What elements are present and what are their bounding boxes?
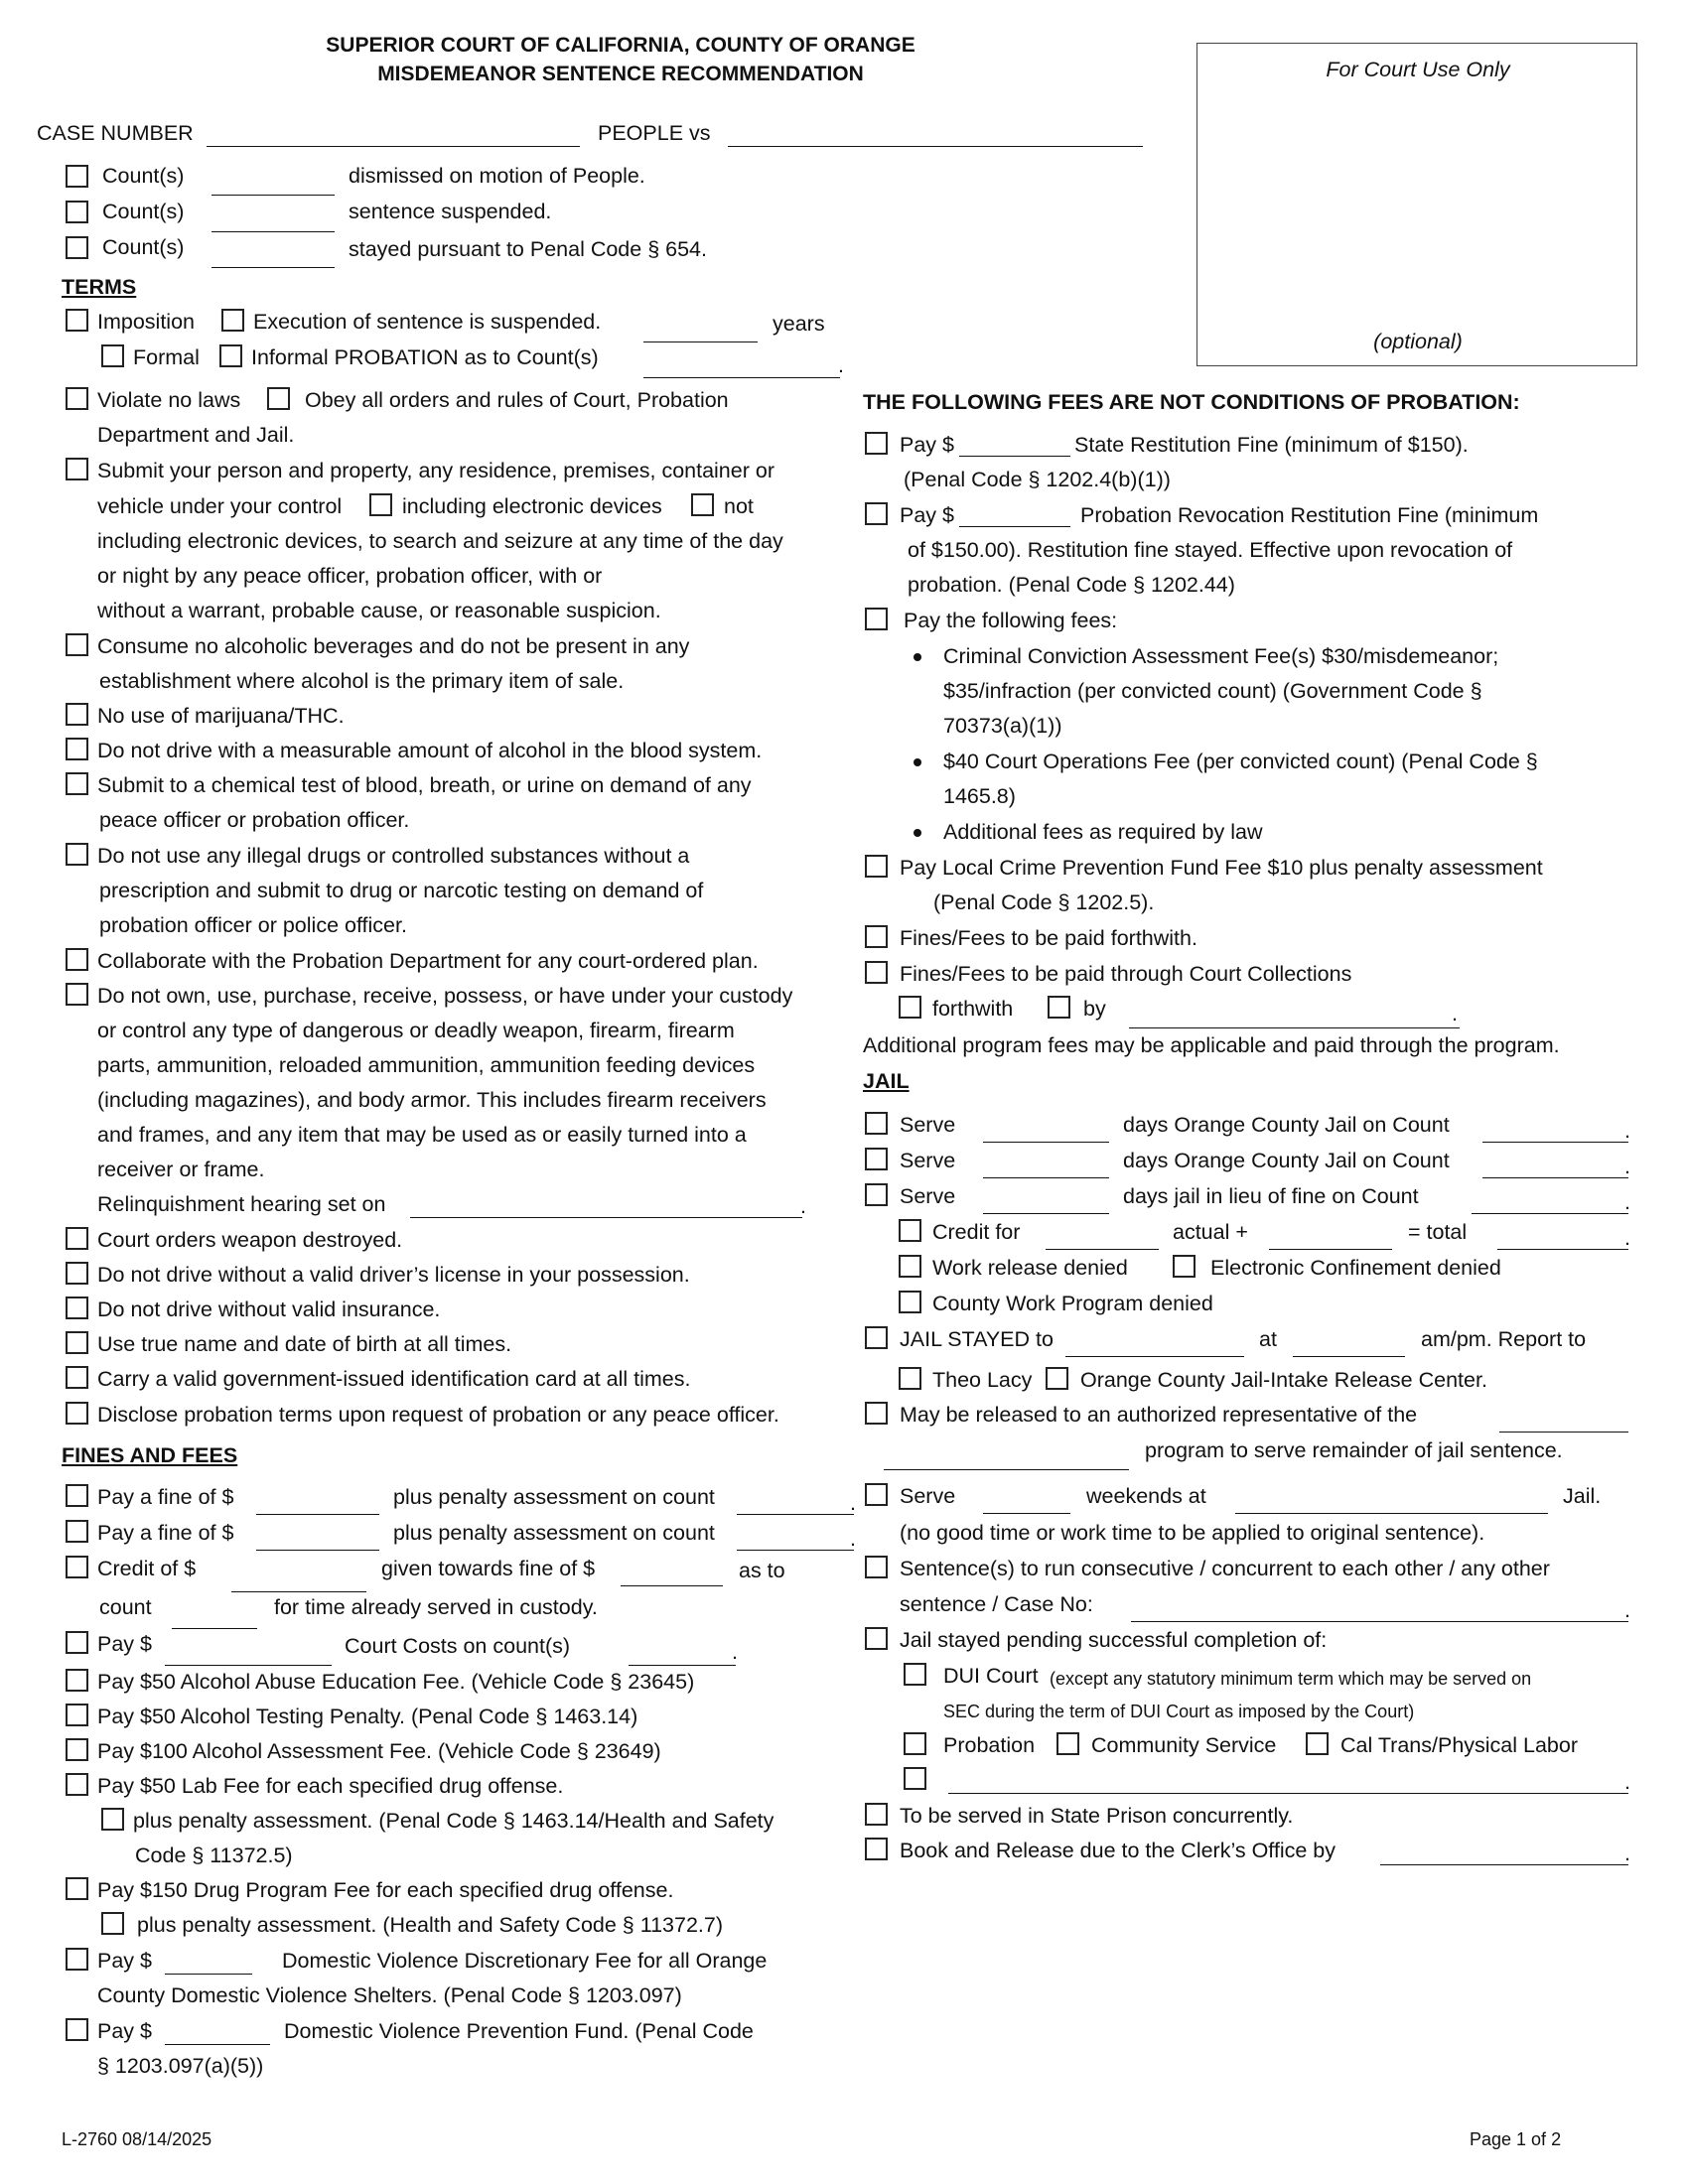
court-use-box bbox=[1196, 43, 1637, 366]
jail-heading: JAIL bbox=[863, 1069, 910, 1093]
counts-dismissed-field[interactable] bbox=[211, 195, 335, 196]
state-prison-label: To be served in State Prison concurrently. bbox=[900, 1804, 1294, 1828]
drug-program-penalty-checkbox[interactable] bbox=[101, 1912, 124, 1935]
credit-for-label: Credit for bbox=[932, 1220, 1021, 1244]
bullet-icon bbox=[914, 758, 921, 766]
terms-heading: TERMS bbox=[62, 275, 137, 299]
caltrans-checkbox[interactable] bbox=[1306, 1732, 1329, 1755]
pay-label: Pay $ bbox=[97, 1632, 152, 1656]
violate-no-laws-label: Violate no laws bbox=[97, 388, 241, 412]
no-drugs-text-1: Do not use any illegal drugs or controlled substances without a bbox=[97, 844, 690, 868]
id-card-label: Carry a valid government-issued identification card at all times. bbox=[97, 1367, 691, 1391]
obey-orders-checkbox[interactable] bbox=[267, 387, 290, 410]
period: . bbox=[850, 1491, 856, 1515]
form-number: L-2760 08/14/2025 bbox=[62, 2129, 212, 2149]
id-card-checkbox[interactable] bbox=[66, 1366, 88, 1389]
court-costs-label: Court Costs on count(s) bbox=[345, 1634, 571, 1658]
counts-dismissed-checkbox[interactable] bbox=[66, 165, 88, 188]
counts-suspended-field[interactable] bbox=[211, 231, 335, 232]
case-no-field[interactable] bbox=[1131, 1621, 1628, 1622]
court-operations-fee-text-1: $40 Court Operations Fee (per convicted count) (Penal Code § bbox=[943, 750, 1538, 773]
weekends-count-field[interactable] bbox=[983, 1513, 1070, 1514]
released-representative-checkbox[interactable] bbox=[865, 1402, 888, 1425]
serve-1-count-field[interactable] bbox=[1482, 1142, 1628, 1143]
case-number-label: CASE NUMBER bbox=[37, 121, 194, 145]
local-crime-fund-checkbox[interactable] bbox=[865, 855, 888, 878]
community-service-label: Community Service bbox=[1091, 1733, 1277, 1757]
fine-1-count-field[interactable] bbox=[737, 1514, 854, 1515]
form-title: MISDEMEANOR SENTENCE RECOMMENDATION bbox=[377, 63, 864, 85]
search-seizure-text-5: without a warrant, probable cause, or reasonable suspicion. bbox=[97, 599, 661, 622]
search-seizure-text-4: or night by any peace officer, probation officer, with or bbox=[97, 564, 603, 588]
no-weapons-checkbox[interactable] bbox=[66, 983, 88, 1006]
people-vs-label: PEOPLE vs bbox=[598, 121, 711, 145]
probation-counts-field[interactable] bbox=[643, 377, 840, 378]
caltrans-label: Cal Trans/Physical Labor bbox=[1340, 1733, 1578, 1757]
credit-count-field[interactable] bbox=[172, 1628, 257, 1629]
fine-2-checkbox[interactable] bbox=[66, 1520, 88, 1543]
dui-court-checkbox[interactable] bbox=[904, 1663, 926, 1686]
serve-2-checkbox[interactable] bbox=[865, 1148, 888, 1170]
revocation-restitution-amount-field[interactable] bbox=[959, 526, 1070, 527]
period: . bbox=[1624, 1155, 1630, 1178]
forthwith-label: forthwith bbox=[932, 997, 1014, 1021]
case-number-field[interactable] bbox=[207, 146, 580, 147]
counts-label: Count(s) bbox=[102, 164, 185, 188]
community-service-checkbox[interactable] bbox=[1056, 1732, 1079, 1755]
court-costs-checkbox[interactable] bbox=[66, 1631, 88, 1654]
disclose-terms-checkbox[interactable] bbox=[66, 1402, 88, 1425]
no-drive-alcohol-label: Do not drive with a measurable amount of alcohol in the blood system. bbox=[97, 739, 763, 762]
county-work-denied-checkbox[interactable] bbox=[899, 1291, 921, 1313]
paid-forthwith-checkbox[interactable] bbox=[865, 925, 888, 948]
credit-for-checkbox[interactable] bbox=[899, 1219, 921, 1242]
drug-program-fee-checkbox[interactable] bbox=[66, 1877, 88, 1900]
execution-suspended-label: Execution of sentence is suspended. bbox=[253, 310, 602, 334]
at-label: at bbox=[1259, 1327, 1277, 1351]
court-name: SUPERIOR COURT OF CALIFORNIA, COUNTY OF ORANGE bbox=[326, 34, 915, 57]
court-operations-fee-text-2: 1465.8) bbox=[943, 784, 1016, 808]
theo-lacy-label: Theo Lacy bbox=[932, 1368, 1033, 1392]
state-prison-checkbox[interactable] bbox=[865, 1803, 888, 1826]
no-weapons-text-2: or control any type of dangerous or deadly weapon, firearm, firearm bbox=[97, 1019, 735, 1042]
state-restitution-label: State Restitution Fine (minimum of $150). bbox=[1074, 433, 1469, 457]
drug-program-penalty-label: plus penalty assessment. (Health and Safety Code § 11372.7) bbox=[137, 1913, 724, 1937]
credit-actual-field[interactable] bbox=[1269, 1249, 1392, 1250]
no-drive-license-label: Do not drive without a valid driver’s license in your possession. bbox=[97, 1263, 690, 1287]
following-fees-checkbox[interactable] bbox=[865, 608, 888, 630]
credit-checkbox[interactable] bbox=[66, 1556, 88, 1578]
book-release-date-field[interactable] bbox=[1380, 1864, 1628, 1865]
page-number: Page 1 of 2 bbox=[1470, 2129, 1562, 2149]
count-label: count bbox=[99, 1595, 152, 1619]
fine-of-label: Pay a fine of $ bbox=[97, 1521, 234, 1545]
chemical-test-text-1: Submit to a chemical test of blood, breath, or urine on demand of any bbox=[97, 773, 752, 797]
chemical-test-checkbox[interactable] bbox=[66, 772, 88, 795]
dv-prevention-text-2: § 1203.097(a)(5)) bbox=[97, 2054, 264, 2078]
serve-weekends-checkbox[interactable] bbox=[865, 1483, 888, 1506]
plus-penalty-label: plus penalty assessment on count bbox=[393, 1485, 715, 1509]
search-seizure-text-1: Submit your person and property, any residence, premises, container or bbox=[97, 459, 774, 482]
weekends-at-label: weekends at bbox=[1086, 1484, 1206, 1508]
not-label: not bbox=[724, 494, 754, 518]
period: . bbox=[1452, 1002, 1458, 1025]
period: . bbox=[732, 1640, 738, 1664]
lab-fee-penalty-checkbox[interactable] bbox=[101, 1808, 124, 1831]
fine-1-checkbox[interactable] bbox=[66, 1484, 88, 1507]
no-alcohol-text-2: establishment where alcohol is the primary item of sale. bbox=[99, 669, 625, 693]
criminal-conviction-fee-text-1: Criminal Conviction Assessment Fee(s) $30/misdemeanor; bbox=[943, 644, 1499, 668]
dv-prevention-fund-checkbox[interactable] bbox=[66, 2018, 88, 2041]
years-label: years bbox=[773, 312, 825, 336]
no-drive-license-checkbox[interactable] bbox=[66, 1262, 88, 1285]
counts-suspended-checkbox[interactable] bbox=[66, 201, 88, 223]
dv-discretionary-text-2: County Domestic Violence Shelters. (Penal Code § 1203.097) bbox=[97, 1983, 682, 2007]
county-work-denied-label: County Work Program denied bbox=[932, 1292, 1213, 1315]
serve-2-count-field[interactable] bbox=[1482, 1177, 1628, 1178]
state-restitution-code: (Penal Code § 1202.4(b)(1)) bbox=[904, 468, 1171, 491]
violate-no-laws-checkbox[interactable] bbox=[66, 387, 88, 410]
credit-of-label: Credit of $ bbox=[97, 1557, 197, 1580]
serve-label: Serve bbox=[900, 1484, 956, 1508]
collaborate-label: Collaborate with the Probation Department for any court-ordered plan. bbox=[97, 949, 759, 973]
serve-lieu-days-field[interactable] bbox=[983, 1213, 1109, 1214]
actual-label: actual + bbox=[1173, 1220, 1248, 1244]
imposition-label: Imposition bbox=[97, 310, 195, 334]
counts-stayed-field[interactable] bbox=[211, 267, 335, 268]
period: . bbox=[1624, 1190, 1630, 1214]
period: . bbox=[1624, 1119, 1630, 1143]
revocation-restitution-text-1: Probation Revocation Restitution Fine (minimum bbox=[1080, 503, 1539, 527]
consecutive-checkbox[interactable] bbox=[865, 1556, 888, 1578]
alcohol-testing-penalty-checkbox[interactable] bbox=[66, 1704, 88, 1726]
dv-prevention-text-1: Domestic Violence Prevention Fund. (Penal Code bbox=[284, 2019, 754, 2043]
court-collections-checkbox[interactable] bbox=[865, 961, 888, 984]
jail-stayed-date-field[interactable] bbox=[1065, 1356, 1244, 1357]
disclose-terms-label: Disclose probation terms upon request of probation or any peace officer. bbox=[97, 1403, 779, 1427]
alcohol-testing-penalty-label: Pay $50 Alcohol Testing Penalty. (Penal Code § 1463.14) bbox=[97, 1705, 638, 1728]
fines-fees-heading: FINES AND FEES bbox=[62, 1443, 238, 1467]
lab-fee-penalty-text-1: plus penalty assessment. (Penal Code § 1463.14/Health and Safety bbox=[133, 1809, 774, 1833]
pay-label: Pay $ bbox=[97, 1949, 152, 1973]
including-electronic-label: including electronic devices bbox=[402, 494, 662, 518]
fine-2-count-field[interactable] bbox=[737, 1550, 854, 1551]
search-seizure-text-3: including electronic devices, to search and seizure at any time of the day bbox=[97, 529, 783, 553]
fine-1-amount-field[interactable] bbox=[256, 1514, 379, 1515]
period: . bbox=[800, 1194, 806, 1218]
period: . bbox=[850, 1527, 856, 1551]
electronic-confinement-denied-checkbox[interactable] bbox=[1173, 1255, 1196, 1278]
serve-1-days-field[interactable] bbox=[983, 1142, 1109, 1143]
jail-stayed-pending-label: Jail stayed pending successful completion of: bbox=[900, 1628, 1328, 1652]
execution-suspended-checkbox[interactable] bbox=[221, 309, 244, 332]
days-oc-jail-label: days Orange County Jail on Count bbox=[1123, 1113, 1450, 1137]
period: . bbox=[1624, 1770, 1630, 1794]
weekends-jail-field[interactable] bbox=[1235, 1513, 1548, 1514]
fine-of-label: Pay a fine of $ bbox=[97, 1485, 234, 1509]
fees-not-conditions-heading: THE FOLLOWING FEES ARE NOT CONDITIONS OF PROBATION: bbox=[863, 390, 1520, 414]
chemical-test-text-2: peace officer or probation officer. bbox=[99, 808, 410, 832]
relinquishment-date-field[interactable] bbox=[410, 1217, 802, 1218]
book-release-checkbox[interactable] bbox=[865, 1838, 888, 1860]
no-weapons-text-4: (including magazines), and body armor. This includes firearm receivers bbox=[97, 1088, 767, 1112]
serve-label: Serve bbox=[900, 1149, 956, 1172]
revocation-restitution-text-3: probation. (Penal Code § 1202.44) bbox=[908, 573, 1235, 597]
theo-lacy-checkbox[interactable] bbox=[899, 1367, 921, 1390]
lab-fee-checkbox[interactable] bbox=[66, 1773, 88, 1796]
credit-fine-field[interactable] bbox=[621, 1585, 723, 1586]
plus-penalty-label: plus penalty assessment on count bbox=[393, 1521, 715, 1545]
electronic-confinement-denied-label: Electronic Confinement denied bbox=[1210, 1256, 1501, 1280]
serve-label: Serve bbox=[900, 1113, 956, 1137]
serve-2-days-field[interactable] bbox=[983, 1177, 1109, 1178]
state-restitution-checkbox[interactable] bbox=[865, 432, 888, 455]
released-program-field[interactable] bbox=[1499, 1432, 1628, 1433]
jail-label: Jail. bbox=[1563, 1484, 1602, 1508]
intake-release-label: Orange County Jail-Intake Release Center. bbox=[1080, 1368, 1487, 1392]
pay-label: Pay $ bbox=[900, 433, 954, 457]
dv-discretionary-amount-field[interactable] bbox=[165, 1974, 252, 1975]
pending-other-field[interactable] bbox=[948, 1793, 1628, 1794]
bullet-icon bbox=[914, 653, 921, 661]
informal-probation-label: Informal PROBATION as to Count(s) bbox=[251, 345, 599, 369]
fine-2-amount-field[interactable] bbox=[256, 1550, 379, 1551]
jail-stayed-label: JAIL STAYED to bbox=[900, 1327, 1054, 1351]
defendant-name-field[interactable] bbox=[728, 146, 1143, 147]
time-served-label: for time already served in custody. bbox=[274, 1595, 598, 1619]
given-towards-label: given towards fine of $ bbox=[381, 1557, 596, 1580]
no-weapons-text-5: and frames, and any item that may be used as or easily turned into a bbox=[97, 1123, 747, 1147]
formal-label: Formal bbox=[133, 345, 200, 369]
dui-court-note-2: SEC during the term of DUI Court as imposed by the Court) bbox=[943, 1702, 1415, 1721]
counts-label: Count(s) bbox=[102, 235, 185, 259]
additional-fees-text: Additional fees as required by law bbox=[943, 820, 1263, 844]
counts-stayed-checkbox[interactable] bbox=[66, 236, 88, 259]
by-label: by bbox=[1083, 997, 1106, 1021]
true-name-checkbox[interactable] bbox=[66, 1331, 88, 1354]
no-weapons-text-1: Do not own, use, purchase, receive, possess, or have under your custody bbox=[97, 984, 793, 1008]
no-alcohol-checkbox[interactable] bbox=[66, 633, 88, 656]
bullet-icon bbox=[914, 829, 921, 837]
alcohol-assessment-fee-label: Pay $100 Alcohol Assessment Fee. (Vehicle Code § 23649) bbox=[97, 1739, 661, 1763]
dv-prevention-amount-field[interactable] bbox=[165, 2044, 270, 2045]
no-drugs-text-2: prescription and submit to drug or narcotic testing on demand of bbox=[99, 879, 704, 902]
following-fees-label: Pay the following fees: bbox=[904, 609, 1118, 632]
program-fees-note: Additional program fees may be applicable and paid through the program. bbox=[863, 1033, 1560, 1057]
work-release-denied-checkbox[interactable] bbox=[899, 1255, 921, 1278]
serve-lieu-checkbox[interactable] bbox=[865, 1183, 888, 1206]
credit-for-field[interactable] bbox=[1046, 1249, 1159, 1250]
consecutive-text-1: Sentence(s) to run consecutive / concurrent to each other / any other bbox=[900, 1557, 1550, 1580]
criminal-conviction-fee-text-3: 70373(a)(1)) bbox=[943, 714, 1062, 738]
state-restitution-amount-field[interactable] bbox=[959, 456, 1070, 457]
pending-probation-checkbox[interactable] bbox=[904, 1732, 926, 1755]
intake-release-checkbox[interactable] bbox=[1046, 1367, 1068, 1390]
period: . bbox=[1624, 1598, 1630, 1622]
relinquishment-label: Relinquishment hearing set on bbox=[97, 1192, 386, 1216]
serve-label: Serve bbox=[900, 1184, 956, 1208]
as-to-label: as to bbox=[739, 1559, 785, 1582]
no-weapons-text-3: parts, ammunition, reloaded ammunition, ammunition feeding devices bbox=[97, 1053, 756, 1077]
paid-forthwith-label: Fines/Fees to be paid forthwith. bbox=[900, 926, 1197, 950]
lab-fee-label: Pay $50 Lab Fee for each specified drug offense. bbox=[97, 1774, 564, 1798]
court-use-optional: (optional) bbox=[1373, 330, 1463, 353]
released-representative-text-1: May be released to an authorized representative of the bbox=[900, 1403, 1418, 1427]
no-drive-insurance-label: Do not drive without valid insurance. bbox=[97, 1297, 441, 1321]
pending-other-checkbox[interactable] bbox=[904, 1767, 926, 1790]
no-drugs-checkbox[interactable] bbox=[66, 843, 88, 866]
dui-court-label: DUI Court bbox=[943, 1664, 1039, 1688]
total-label: = total bbox=[1408, 1220, 1468, 1244]
counts-label: Count(s) bbox=[102, 200, 185, 223]
true-name-label: Use true name and date of birth at all times. bbox=[97, 1332, 512, 1356]
pay-label: Pay $ bbox=[97, 2019, 152, 2043]
court-costs-count-field[interactable] bbox=[629, 1665, 736, 1666]
court-collections-label: Fines/Fees to be paid through Court Collections bbox=[900, 962, 1352, 986]
no-weapons-text-6: receiver or frame. bbox=[97, 1158, 265, 1181]
dv-discretionary-text-1: Domestic Violence Discretionary Fee for all Orange bbox=[282, 1949, 768, 1973]
revocation-restitution-text-2: of $150.00). Restitution fine stayed. Effective upon revocation of bbox=[908, 538, 1513, 562]
dv-discretionary-fee-checkbox[interactable] bbox=[66, 1948, 88, 1971]
criminal-conviction-fee-text-2: $35/infraction (per convicted count) (Government Code § bbox=[943, 679, 1482, 703]
court-use-label: For Court Use Only bbox=[1326, 58, 1510, 81]
probation-years-field[interactable] bbox=[643, 341, 758, 342]
period: . bbox=[838, 353, 844, 377]
local-crime-fund-text-2: (Penal Code § 1202.5). bbox=[933, 890, 1155, 914]
serve-1-checkbox[interactable] bbox=[865, 1112, 888, 1135]
collections-by-date-field[interactable] bbox=[1129, 1027, 1460, 1028]
credit-amount-field[interactable] bbox=[231, 1591, 366, 1592]
credit-total-field[interactable] bbox=[1497, 1249, 1628, 1250]
no-alcohol-text-1: Consume no alcoholic beverages and do not be present in any bbox=[97, 634, 690, 658]
including-electronic-checkbox[interactable] bbox=[369, 493, 392, 516]
serve-lieu-count-field[interactable] bbox=[1472, 1213, 1628, 1214]
not-including-electronic-checkbox[interactable] bbox=[691, 493, 714, 516]
obey-orders-label: Obey all orders and rules of Court, Probation bbox=[305, 388, 729, 412]
period: . bbox=[1624, 1226, 1630, 1250]
period: . bbox=[1624, 1842, 1630, 1865]
obey-orders-label-2: Department and Jail. bbox=[97, 423, 295, 447]
no-marijuana-label: No use of marijuana/THC. bbox=[97, 704, 345, 728]
informal-probation-checkbox[interactable] bbox=[219, 344, 242, 367]
dui-court-note-1: (except any statutory minimum term which may be served on bbox=[1050, 1669, 1532, 1689]
jail-stayed-time-field[interactable] bbox=[1293, 1356, 1405, 1357]
no-drugs-text-3: probation officer or police officer. bbox=[99, 913, 407, 937]
released-representative-text-2: program to serve remainder of jail sentence. bbox=[1145, 1438, 1563, 1462]
alcohol-education-fee-checkbox[interactable] bbox=[66, 1669, 88, 1692]
court-costs-amount-field[interactable] bbox=[165, 1665, 332, 1666]
lab-fee-penalty-text-2: Code § 11372.5) bbox=[135, 1843, 293, 1867]
search-seizure-text-2: vehicle under your control bbox=[97, 494, 343, 518]
book-release-label: Book and Release due to the Clerk’s Office by bbox=[900, 1839, 1336, 1862]
search-seizure-checkbox[interactable] bbox=[66, 458, 88, 480]
no-drive-alcohol-checkbox[interactable] bbox=[66, 738, 88, 760]
counts-dismissed-text: dismissed on motion of People. bbox=[349, 164, 645, 188]
counts-suspended-text: sentence suspended. bbox=[349, 200, 552, 223]
jail-stayed-pending-checkbox[interactable] bbox=[865, 1627, 888, 1650]
alcohol-education-fee-label: Pay $50 Alcohol Abuse Education Fee. (Vehicle Code § 23645) bbox=[97, 1670, 695, 1694]
no-drive-insurance-checkbox[interactable] bbox=[66, 1297, 88, 1319]
no-marijuana-checkbox[interactable] bbox=[66, 703, 88, 726]
drug-program-fee-label: Pay $150 Drug Program Fee for each specified drug offense. bbox=[97, 1878, 674, 1902]
released-program-name-field[interactable] bbox=[884, 1469, 1129, 1470]
days-lieu-label: days jail in lieu of fine on Count bbox=[1123, 1184, 1419, 1208]
no-good-time-text: (no good time or work time to be applied to original sentence). bbox=[900, 1521, 1485, 1545]
alcohol-assessment-fee-checkbox[interactable] bbox=[66, 1738, 88, 1761]
consecutive-text-2: sentence / Case No: bbox=[900, 1592, 1093, 1616]
pay-label: Pay $ bbox=[900, 503, 954, 527]
imposition-checkbox[interactable] bbox=[66, 309, 88, 332]
ampm-report-label: am/pm. Report to bbox=[1421, 1327, 1587, 1351]
revocation-restitution-checkbox[interactable] bbox=[865, 502, 888, 525]
collections-forthwith-checkbox[interactable] bbox=[899, 996, 921, 1019]
counts-stayed-text: stayed pursuant to Penal Code § 654. bbox=[349, 237, 707, 261]
work-release-denied-label: Work release denied bbox=[932, 1256, 1128, 1280]
collections-by-checkbox[interactable] bbox=[1048, 996, 1070, 1019]
days-oc-jail-label: days Orange County Jail on Count bbox=[1123, 1149, 1450, 1172]
weapon-destroyed-label: Court orders weapon destroyed. bbox=[97, 1228, 403, 1252]
pending-probation-label: Probation bbox=[943, 1733, 1036, 1757]
local-crime-fund-text-1: Pay Local Crime Prevention Fund Fee $10 plus penalty assessment bbox=[900, 856, 1543, 880]
weapon-destroyed-checkbox[interactable] bbox=[66, 1227, 88, 1250]
formal-checkbox[interactable] bbox=[101, 344, 124, 367]
jail-stayed-checkbox[interactable] bbox=[865, 1326, 888, 1349]
collaborate-checkbox[interactable] bbox=[66, 948, 88, 971]
